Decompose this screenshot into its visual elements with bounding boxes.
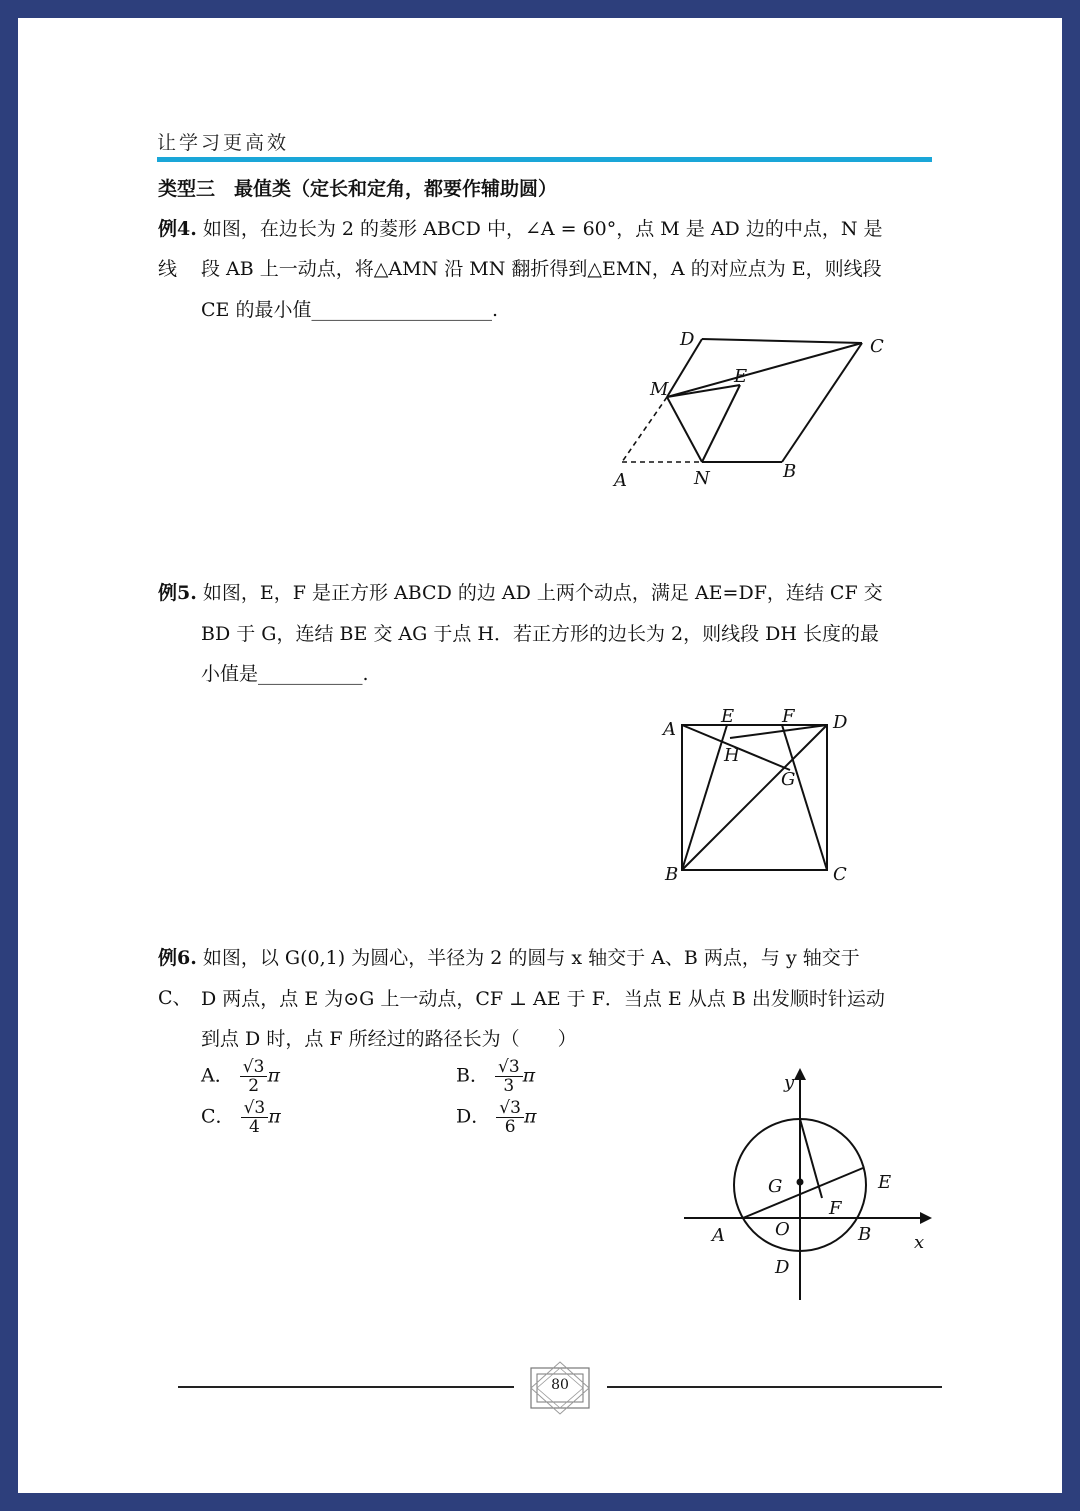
option-c-fraction: $\frac{√3}{4}$: [241, 1099, 269, 1136]
label-N: N: [694, 468, 710, 489]
ex5-line1: [158, 573, 888, 613]
ex4-figure: [600, 320, 900, 500]
label-E: E: [878, 1172, 892, 1193]
header-bar: [157, 157, 932, 162]
label-G: G: [768, 1176, 783, 1197]
edge-EN: [702, 385, 740, 462]
label-C: C: [833, 864, 847, 885]
edge-CM: [667, 343, 862, 397]
label-C: C: [870, 336, 884, 357]
ex5-label: 例5.: [158, 582, 197, 604]
label-x: x: [914, 1232, 925, 1253]
option-a-fraction: $\frac{√3}{2}$: [240, 1058, 268, 1095]
option-b[interactable]: B． $\frac{√3}{3}$ π: [456, 1057, 536, 1096]
y-axis-arrow: [794, 1068, 806, 1080]
ex6-line2: D 两点，点 E 为⊙G 上一动点，CF ⊥ AE 于 F．当点 E 从点 B 出发顺时针运动: [201, 988, 885, 1010]
label-B: B: [858, 1224, 872, 1245]
ex6-figure: [670, 1060, 950, 1310]
footer-line-left: [178, 1386, 514, 1388]
label-F: F: [782, 706, 795, 727]
edge-MN: [667, 397, 702, 462]
label-O: O: [775, 1219, 790, 1240]
label-A: A: [712, 1225, 725, 1246]
ex6-line3: 到点 D 时，点 F 所经过的路径长为（ ）: [201, 1028, 577, 1050]
ex5-line2: BD 于 G，连结 BE 交 AG 于点 H．若正方形的边长为 2，则线段 DH 长度的最: [201, 623, 879, 645]
label-y: y: [784, 1072, 795, 1093]
label-F: F: [829, 1198, 842, 1219]
option-a[interactable]: A． $\frac{√3}{2}$ π: [201, 1057, 280, 1096]
label-D: D: [775, 1257, 790, 1278]
center-G: [797, 1179, 804, 1186]
edge-DC: [702, 339, 862, 343]
label-A: A: [663, 719, 676, 740]
section-title: 类型三 最值类（定长和定角，都要作辅助圆）: [158, 178, 558, 200]
ex5-text1: 如图，E，F 是正方形 ABCD 的边 AD 上两个动点，满足 AE=DF，连结 CF 交: [202, 582, 883, 604]
seg-HD: [730, 725, 827, 738]
option-b-fraction: $\frac{√3}{3}$: [495, 1058, 523, 1095]
label-B: B: [783, 461, 797, 482]
page-number: 80: [551, 1377, 569, 1393]
option-c[interactable]: C． $\frac{√3}{4}$ π: [201, 1098, 281, 1137]
edge-MA-dashed: [622, 397, 667, 462]
label-M: M: [650, 379, 669, 400]
label-A: A: [614, 470, 627, 491]
x-axis-arrow: [920, 1212, 932, 1224]
ex5-line3: 小值是___________.: [201, 663, 369, 685]
ex5-figure: [655, 700, 865, 890]
ex4-text1: 如图，在边长为 2 的菱形 ABCD 中，∠A = 60°，点 M 是 AD 边的中点，N 是线: [158, 218, 883, 280]
option-d-fraction: $\frac{√3}{6}$: [496, 1099, 524, 1136]
label-D: D: [833, 712, 848, 733]
seg-AE: [743, 1168, 863, 1218]
ex4-label: 例4.: [158, 218, 197, 240]
label-E: E: [734, 366, 748, 387]
header-title: 让学习更高效: [157, 132, 290, 154]
label-D: D: [680, 329, 695, 350]
seg-CF: [800, 1119, 822, 1198]
label-B: B: [665, 864, 679, 885]
ex4-line2: 段 AB 上一动点，将△AMN 沿 MN 翻折得到△EMN，A 的对应点为 E，则线段: [201, 258, 882, 280]
footer-line-right: [607, 1386, 942, 1388]
label-H: H: [724, 745, 740, 766]
label-G: G: [781, 769, 796, 790]
ex4-line3: CE 的最小值___________________.: [201, 299, 498, 321]
ex6-text1: 如图，以 G(0,1) 为圆心，半径为 2 的圆与 x 轴交于 A、B 两点，与 y 轴交于 C、: [158, 947, 860, 1009]
label-E: E: [721, 706, 735, 727]
ex6-label: 例6.: [158, 947, 197, 969]
option-d[interactable]: D． $\frac{√3}{6}$ π: [456, 1098, 537, 1137]
